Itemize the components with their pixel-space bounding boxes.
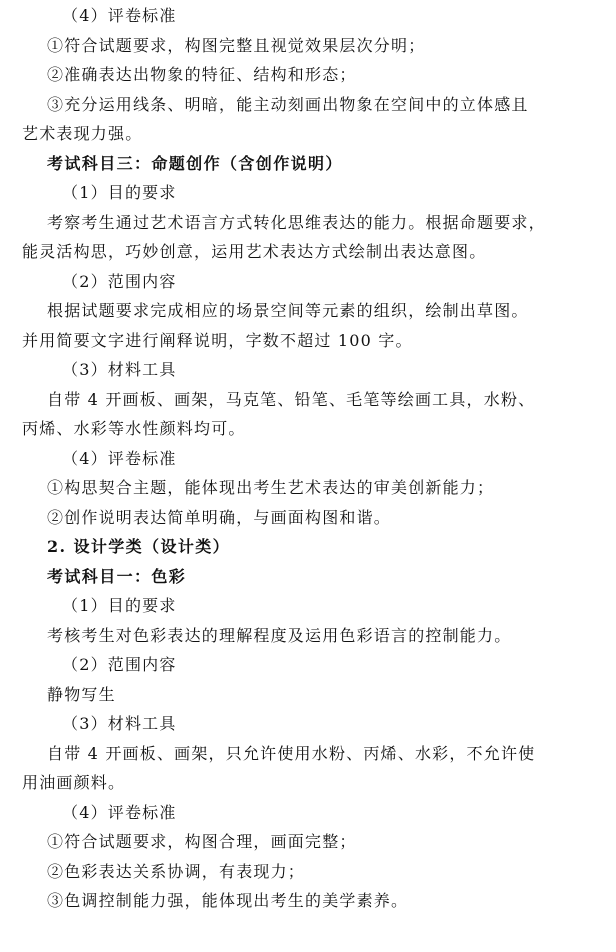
paragraph-line: 自带 4 开画板、画架，只允许使用水粉、丙烯、水彩，不允许使: [47, 744, 536, 763]
list-item: ②创作说明表达简单明确，与画面构图和谐。: [47, 508, 392, 527]
subheading-grading-criteria: （4）评卷标准: [62, 449, 177, 468]
paragraph-line: 考察考生通过艺术语言方式转化思维表达的能力。根据命题要求，: [47, 213, 546, 232]
subheading-scope: （2）范围内容: [62, 272, 177, 291]
paragraph-line: 静物写生: [47, 685, 116, 704]
list-item: ①符合试题要求，构图合理，画面完整；: [47, 832, 357, 851]
list-item: ①构思契合主题，能体现出考生艺术表达的审美创新能力；: [47, 478, 495, 497]
subheading-scope: （2）范围内容: [62, 655, 177, 674]
paragraph-line: 用油画颜料。: [22, 773, 126, 792]
paragraph-line: 丙烯、水彩等水性颜料均可。: [22, 419, 246, 438]
paragraph-line: 考核考生对色彩表达的理解程度及运用色彩语言的控制能力。: [47, 626, 512, 645]
list-item: ②色彩表达关系协调，有表现力；: [47, 862, 306, 881]
paragraph-line: 能灵活构思，巧妙创意，运用艺术表达方式绘制出表达意图。: [22, 242, 487, 261]
list-item: ③充分运用线条、明暗，能主动刻画出物象在空间中的立体感且: [47, 95, 529, 114]
subheading-materials: （3）材料工具: [62, 360, 177, 379]
paragraph-line: 并用简要文字进行阐释说明，字数不超过 100 字。: [22, 331, 413, 350]
subheading-objectives: （1）目的要求: [62, 596, 177, 615]
subheading-grading-criteria: （4）评卷标准: [62, 6, 177, 25]
list-item: ③色调控制能力强，能体现出考生的美学素养。: [47, 891, 409, 910]
subheading-objectives: （1）目的要求: [62, 183, 177, 202]
section-heading: 2. 设计学类（设计类）: [47, 537, 231, 556]
paragraph-line: 艺术表现力强。: [22, 124, 143, 143]
subheading-materials: （3）材料工具: [62, 714, 177, 733]
section-heading: 考试科目三：命题创作（含创作说明）: [47, 154, 343, 173]
subheading-grading-criteria: （4）评卷标准: [62, 803, 177, 822]
list-item: ①符合试题要求，构图完整且视觉效果层次分明；: [47, 36, 426, 55]
paragraph-line: 根据试题要求完成相应的场景空间等元素的组织，绘制出草图。: [47, 301, 529, 320]
paragraph-line: 自带 4 开画板、画架，马克笔、铅笔、毛笔等绘画工具，水粉、: [47, 390, 536, 409]
list-item: ②准确表达出物象的特征、结构和形态；: [47, 65, 357, 84]
section-heading: 考试科目一：色彩: [47, 567, 187, 586]
